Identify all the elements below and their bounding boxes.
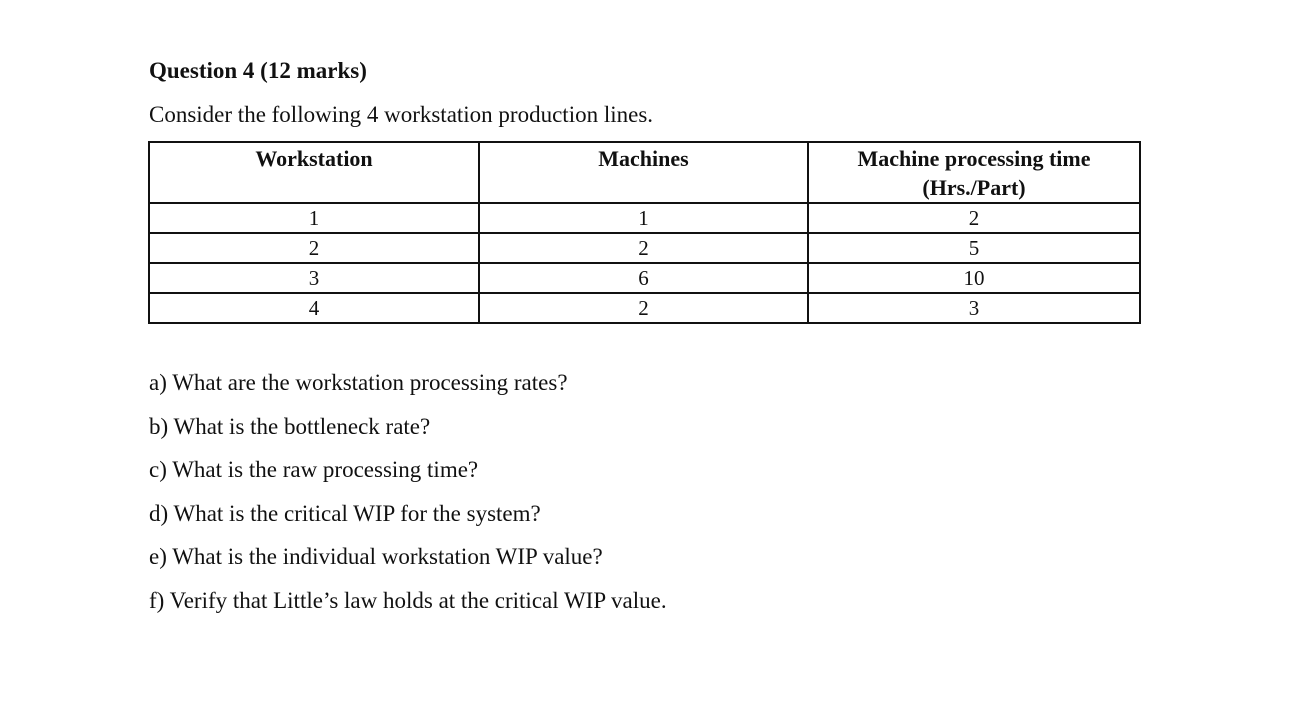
header-machines: Machines — [479, 142, 808, 203]
sub-question-list — [149, 366, 667, 628]
cell-machines: 6 — [479, 263, 808, 293]
cell-processing-time: 3 — [808, 293, 1140, 323]
table-row — [149, 203, 1140, 233]
cell-machines: 2 — [479, 233, 808, 263]
cell-processing-time: 10 — [808, 263, 1140, 293]
header-processing-time-line1: Machine processing time — [857, 146, 1091, 171]
cell-workstation: 4 — [149, 293, 479, 323]
cell-workstation: 3 — [149, 263, 479, 293]
sub-question-a: a) What are the workstation processing rates? — [149, 370, 568, 395]
sub-question-f: f) Verify that Little’s law holds at the critical WIP value. — [149, 587, 667, 613]
cell-processing-time: 2 — [808, 203, 1140, 233]
header-processing-time-unit: (Hrs./Part) — [922, 175, 1026, 200]
workstation-table — [148, 141, 1141, 324]
table-row — [149, 233, 1140, 263]
header-processing-time — [808, 142, 1140, 203]
sub-question-b: b) What is the bottleneck rate? — [149, 413, 431, 439]
cell-machines: 1 — [479, 203, 808, 233]
question-intro: Consider the following 4 workstation production lines. — [149, 102, 654, 127]
cell-machines: 2 — [479, 293, 808, 323]
sub-question-d: d) What is the critical WIP for the system? — [149, 500, 541, 526]
cell-workstation: 1 — [149, 203, 479, 233]
sub-question-c: c) What is the raw processing time? — [149, 457, 479, 483]
sub-question-e: e) What is the individual workstation WIP value? — [149, 544, 603, 570]
cell-workstation: 2 — [149, 233, 479, 263]
header-workstation: Workstation — [149, 142, 479, 203]
table-header-row — [149, 142, 1140, 203]
question-heading: Question 4 (12 marks) — [149, 58, 367, 83]
table-row — [149, 263, 1140, 293]
table-row — [149, 293, 1140, 323]
cell-processing-time: 5 — [808, 233, 1140, 263]
